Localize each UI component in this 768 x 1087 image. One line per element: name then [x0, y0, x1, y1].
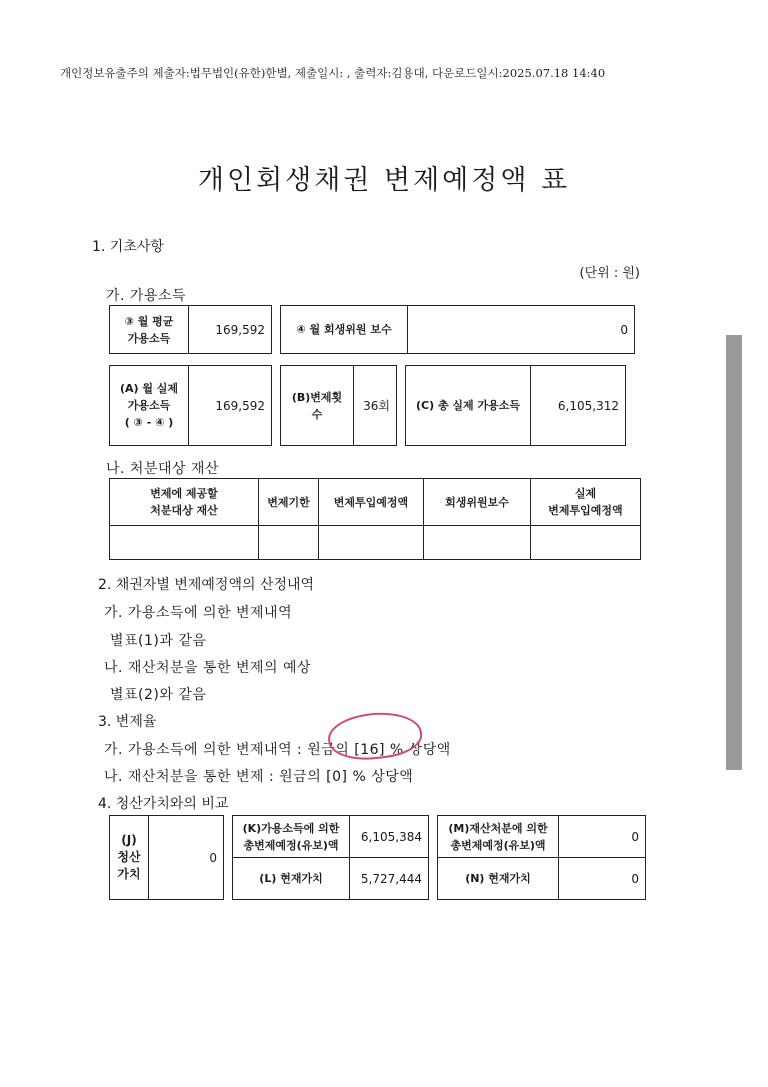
- scan-edge-bar: [726, 335, 742, 770]
- k-value: 6,105,384: [350, 816, 429, 858]
- empty-cell: [319, 526, 424, 560]
- empty-cell: [424, 526, 531, 560]
- l-value: 5,727,444: [350, 858, 429, 900]
- actual-income-label: (A) 월 실제 가용소득 ( ③ - ④ ): [110, 366, 189, 446]
- section1-heading: 1. 기초사항: [92, 239, 164, 255]
- committee-fee-label: ④ 월 회생위원 보수: [281, 306, 408, 354]
- section2-ga-detail: 별표(1)과 같음: [110, 633, 207, 649]
- l-label: (L) 현재가치: [233, 858, 350, 900]
- actual-income-table: [109, 365, 626, 446]
- m-value: 0: [559, 816, 646, 858]
- n-label: (N) 현재가치: [438, 858, 559, 900]
- header-deadline: 변제기한: [259, 479, 319, 526]
- committee-fee-value: 0: [408, 306, 635, 354]
- section3-ga: 가. 가용소득에 의한 변제내역 : 원금의 [16] % 상당액: [104, 742, 451, 758]
- monthly-avg-label: ③ 월 평균 가용소득: [110, 306, 189, 354]
- n-value: 0: [559, 858, 646, 900]
- disposal-property-table: [109, 478, 641, 560]
- available-income-table: [109, 305, 635, 354]
- total-income-value: 6,105,312: [531, 366, 626, 446]
- header-committee-fee: 회생위원보수: [424, 479, 531, 526]
- m-label: (M)재산처분에 의한 총변제예정(유보)액: [438, 816, 559, 858]
- section4-heading: 4. 청산가치와의 비교: [98, 796, 229, 812]
- document-header: 개인정보유출주의 제출자:법무법인(유한)한별, 제출일시: , 출력자:김용대, 다운로드일시:2025.07.18 14:40: [60, 66, 606, 80]
- section3-na: 나. 재산처분을 통한 변제 : 원금의 [0] % 상당액: [104, 769, 414, 785]
- header-property: 변제에 제공할 처분대상 재산: [110, 479, 259, 526]
- empty-cell: [259, 526, 319, 560]
- k-label: (K)가용소득에 의한 총변제예정(유보)액: [233, 816, 350, 858]
- monthly-avg-value: 169,592: [189, 306, 272, 354]
- section2-heading: 2. 채권자별 변제예정액의 산정내역: [98, 577, 315, 593]
- section2-na: 나. 재산처분을 통한 변제의 예상: [104, 660, 312, 676]
- subsection-available-income: 가. 가용소득: [106, 288, 187, 304]
- empty-cell: [110, 526, 259, 560]
- header-actual-amount: 실제 변제투입예정액: [531, 479, 641, 526]
- liquidation-value: 0: [149, 816, 224, 900]
- section2-na-detail: 별표(2)와 같음: [110, 687, 207, 703]
- empty-cell: [531, 526, 641, 560]
- unit-label: (단위 : 원): [579, 266, 640, 281]
- subsection-disposal-property: 나. 처분대상 재산: [106, 461, 220, 477]
- liquidation-label: (J) 청산 가치: [110, 816, 149, 900]
- actual-income-value: 169,592: [189, 366, 272, 446]
- page-title: 개인회생채권 변제예정액 표: [197, 165, 571, 196]
- repayment-count-label: (B)변제횟수: [281, 366, 354, 446]
- total-income-label: (C) 총 실제 가용소득: [406, 366, 531, 446]
- repayment-count-value: 36회: [354, 366, 397, 446]
- header-planned-amount: 변제투입예정액: [319, 479, 424, 526]
- section2-ga: 가. 가용소득에 의한 변제내역: [104, 605, 293, 621]
- liquidation-comparison-table: [109, 815, 646, 900]
- section3-heading: 3. 변제율: [98, 714, 157, 730]
